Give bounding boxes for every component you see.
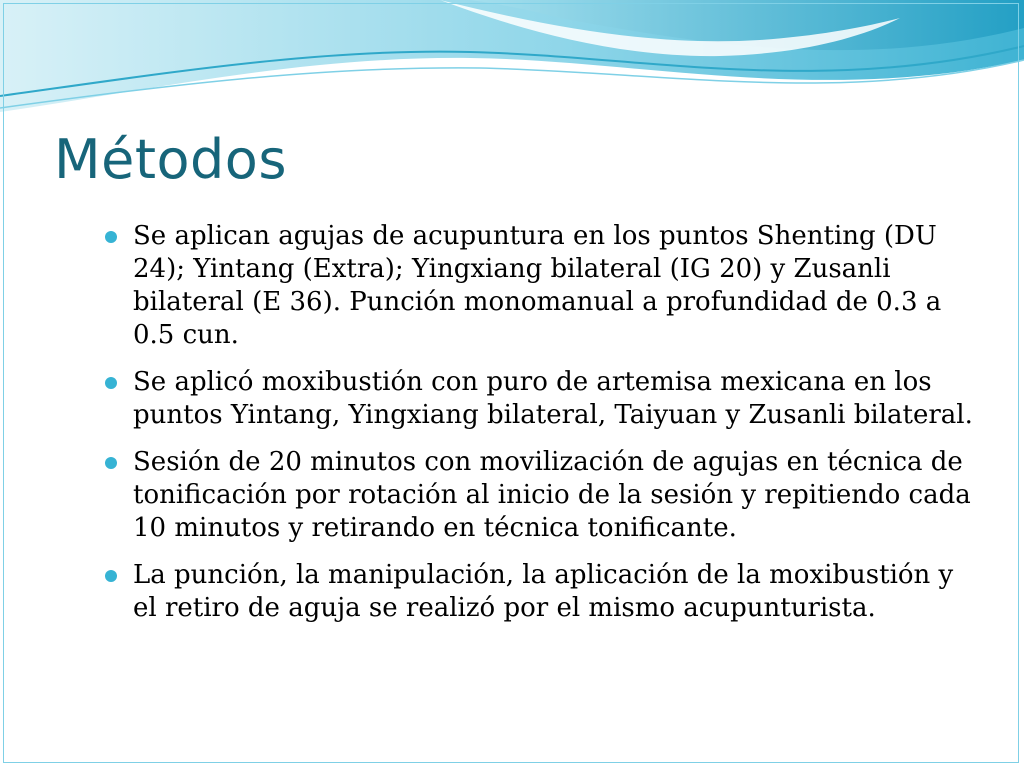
bullet-text: Sesión de 20 minutos con movilización de agujas en técnica de tonificación por rotación al inicio de la sesión y repitiendo cada 10 minutos y retirando en técnica tonificante. xyxy=(133,447,971,543)
bullet-item xyxy=(104,366,974,432)
bullet-icon xyxy=(105,457,117,469)
slide-title: Métodos xyxy=(54,128,287,191)
bullet-icon xyxy=(105,231,117,243)
bullet-item xyxy=(104,446,974,545)
header-wave-decoration xyxy=(0,0,1024,140)
bullet-text: La punción, la manipulación, la aplicación de la moxibustión y el retiro de aguja se realizó por el mismo acupunturista. xyxy=(133,560,954,623)
bullet-icon xyxy=(105,377,117,389)
bullet-text: Se aplican agujas de acupuntura en los puntos Shenting (DU 24); Yintang (Extra); Yingxiang bilateral (IG 20) y Zusanli bilateral (E 36). Punción monomanual a profundidad de 0.3 a 0.5 cun. xyxy=(133,221,942,350)
bullet-item xyxy=(104,559,974,625)
bullet-text: Se aplicó moxibustión con puro de artemisa mexicana en los puntos Yintang, Yingxiang bilateral, Taiyuan y Zusanli bilateral. xyxy=(133,367,973,430)
bullet-list xyxy=(104,220,974,639)
bullet-item xyxy=(104,220,974,352)
bullet-icon xyxy=(105,570,117,582)
